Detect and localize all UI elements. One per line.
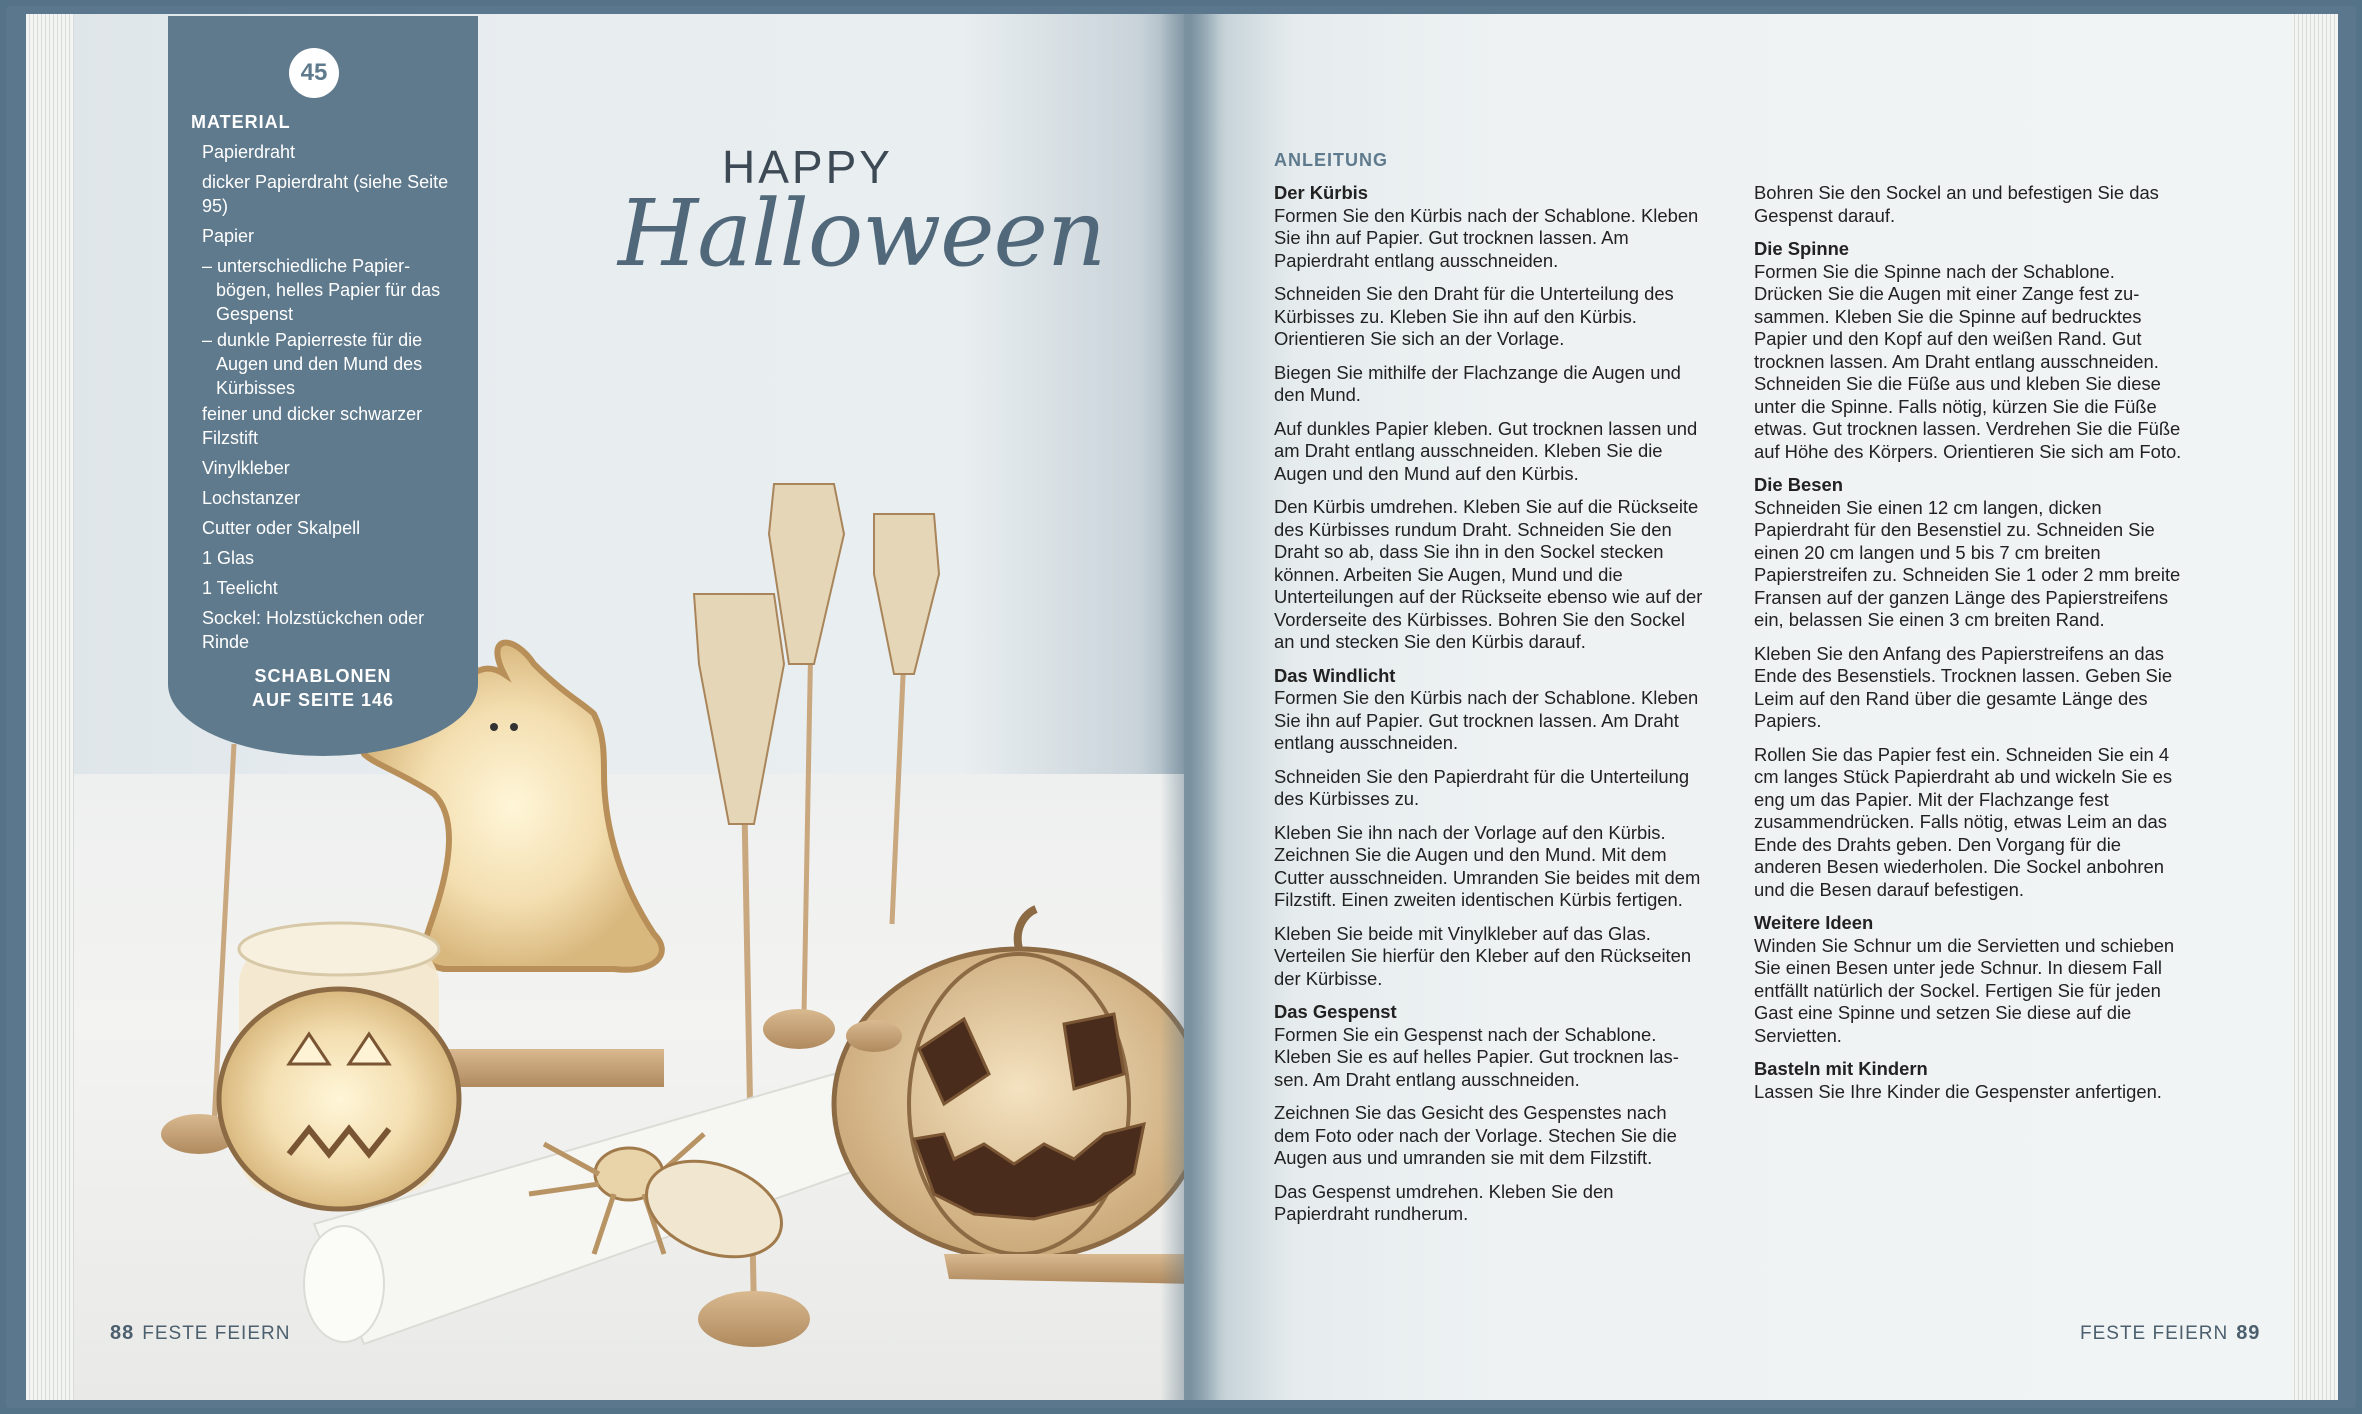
page-number-right: 89: [2236, 1322, 2261, 1344]
paragraph: Schneiden Sie den Draht für die Unterteilung des Kürbisses zu. Kleben Sie ihn auf den Kürbis. Orientieren Sie sich an der Vorlage.: [1274, 283, 1674, 349]
project-number-badge: 45: [289, 48, 339, 98]
material-item: dicker Papierdraht (siehe Seite 95): [202, 172, 449, 216]
instructions-column-1: [1274, 182, 1704, 1237]
paragraph: Kleben Sie ihn nach der Vorlage auf den Kürbis. Zeichnen Sie die Augen und den Mund. Mit dem Cutter ausschneiden. Umranden Sie beides mit dem Filzstift. Einen zweiten identischen Kürbis fertigen.: [1274, 821, 1701, 910]
folio-right: [2080, 1322, 2260, 1345]
paragraph: Winden Sie Schnur um die Servietten und schieben Sie einen Besen unter jede Schnur. In diesem Fall entfällt natürlich der Sockel. Fertigen Sie für jeden Gast eine Spinne und setzen Sie diese auf die Servietten.: [1754, 934, 2175, 1046]
paragraph: Bohren Sie den Sockel an und befestigen Sie das Gespenst darauf.: [1754, 182, 2159, 226]
paragraph: Lassen Sie Ihre Kinder die Gespenster anfertigen.: [1754, 1080, 2162, 1102]
paragraph: Formen Sie ein Gespenst nach der Schablone. Kleben Sie es auf helles Papier. Gut trocknen lassen. Am Draht entlang ausschneiden.: [1274, 1023, 1679, 1090]
material-item: Vinylkleber: [202, 458, 290, 478]
lantern-jar: [219, 923, 459, 1209]
material-item: Lochstanzer: [202, 488, 301, 508]
broom-right: [874, 514, 939, 924]
stick-middle: [846, 1020, 902, 1052]
title-happy: HAPPY: [722, 141, 893, 193]
page-number-left: 88: [110, 1322, 135, 1344]
broom-tall: [763, 484, 844, 1049]
folio-left: [110, 1322, 290, 1345]
paragraph: Biegen Sie mithilfe der Flachzange die Augen und den Mund.: [1274, 361, 1681, 405]
paragraph: Schneiden Sie den Papierdraht für die Unterteilung des Kürbisses zu.: [1274, 765, 1690, 809]
section-title-lantern: Das Windlicht: [1274, 664, 1396, 686]
paragraph: Schneiden Sie einen 12 cm langen, dicken Papierdraht für den Besenstiel zu. Schneiden Sie einen 20 cm langen und 5 bis 7 cm breiten Papierstreifen zu. Schneiden Sie 1 oder 2 mm breite Fransen auf der ganzen Länge des Papierstreifens ein, belassen Sie einen 3 cm breiten Rand.: [1754, 496, 2181, 630]
section-label-right: FESTE FEIERN: [2080, 1323, 2229, 1344]
section-label-left: FESTE FEIERN: [142, 1323, 291, 1344]
templates-page-line: AUF SEITE 146: [251, 690, 395, 710]
section-title-spider: Die Spinne: [1754, 238, 1850, 259]
paragraph: Das Gespenst umdrehen. Kleben Sie den Papierdraht rundherum.: [1274, 1180, 1614, 1224]
section-title-pumpkin: Der Kürbis: [1274, 182, 1369, 203]
material-item: Papierdraht: [202, 142, 296, 162]
material-subitem: – dunkle Papierreste für die Augen und den Mund des Kürbisses: [202, 330, 423, 398]
material-subitem: – unterschiedliche Papierbögen, helles Papier für das Gespenst: [202, 256, 441, 324]
paragraph: Kleben Sie den Anfang des Papierstreifens an das Ende des Besenstiels. Trocknen lassen. Geben Sie Leim auf den Rand über die gesamte Länge des Papiers.: [1754, 642, 2173, 731]
paragraph: Auf dunkles Papier kleben. Gut trocknen lassen und am Draht entlang ausschneiden. Kleben Sie die Augen und den Mund auf den Kürbis.: [1274, 417, 1698, 484]
paragraph: Zeichnen Sie das Gesicht des Gespenstes nach dem Foto oder nach der Vorlage. Stechen Sie die Augen aus und umranden sie mit dem Filzstift.: [1274, 1102, 1677, 1168]
section-title-brooms: Die Besen: [1754, 474, 1843, 495]
paragraph: Den Kürbis umdrehen. Kleben Sie auf die Rückseite des Kürbisses rundum Draht. Schneiden Sie den Draht so ab, dass Sie ihn in den Sockel stecken können. Arbeiten Sie Augen, Mund und die Unterteilungen auf der Rückseite ebenso wie auf der Vorderseite des Kürbisses. Bohren Sie den Sockel an und stecken Sie den Kürbis darauf.: [1274, 496, 1703, 652]
title-halloween: Halloween: [618, 180, 1106, 287]
templates-note: [208, 664, 438, 712]
material-item: Sockel: Holzstückchen oder Rinde: [202, 608, 425, 652]
material-heading: MATERIAL: [191, 112, 291, 132]
material-item: feiner und dicker schwarzer Filzstift: [202, 404, 423, 448]
section-title-kids: Basteln mit Kindern: [1754, 1058, 1928, 1079]
instructions-column-2: [1754, 182, 2184, 1114]
material-item: Papier: [202, 226, 255, 246]
paragraph: Formen Sie den Kürbis nach der Schablone. Kleben Sie ihn auf Papier. Gut trocknen lassen. Am Papierdraht entlang ausschneiden.: [1274, 204, 1699, 271]
section-title-ghost: Das Gespenst: [1274, 1001, 1397, 1022]
page-edges-right: [2290, 14, 2338, 1400]
paragraph: Formen Sie den Kürbis nach der Schablone. Kleben Sie ihn auf Papier. Gut trocknen lassen. Am Draht entlang ausschneiden.: [1274, 687, 1699, 753]
material-list: [202, 140, 452, 660]
book-gutter: [1160, 14, 1220, 1400]
pumpkin-figure: [834, 909, 1184, 1284]
page-edges-left: [26, 14, 76, 1400]
material-item: Cutter oder Skalpell: [202, 518, 361, 538]
material-item: 1 Glas: [202, 548, 255, 568]
paragraph: Kleben Sie beide mit Vinylkleber auf das Glas. Verteilen Sie hierfür den Kleber auf den Rückseiten der Kürbisse.: [1274, 922, 1692, 989]
paragraph: Rollen Sie das Papier fest ein. Schneiden Sie ein 4 cm langes Stück Papierdraht ab und wickeln Sie es eng um das Papier. Mit der Flachzange fest zusammendrücken. Falls nötig, etwas Leim an das Ende des Drahts geben. Den Vorgang für die anderen Besen wiederholen. Die Sockel anbohren und die Besen darauf befestigen.: [1754, 743, 2173, 900]
section-title-more-ideas: Weitere Ideen: [1754, 912, 1874, 933]
instructions-heading: ANLEITUNG: [1274, 150, 1388, 170]
material-item: 1 Teelicht: [202, 578, 278, 598]
templates-line: SCHABLONEN: [254, 666, 392, 686]
paragraph: Formen Sie die Spinne nach der Schablone. Drücken Sie die Augen mit einer Zange fest zusammen. Kleben Sie die Spinne auf bedrucktes Papier und den Kopf auf den weißen Rand. Gut trocknen lassen. Am Draht entlang ausschneiden. Schneiden Sie die Füße aus und kleben Sie diese unter die Spinne. Falls nötig, kürzen Sie die Füße etwas. Gut trocknen lassen. Verdrehen Sie die Füße auf Höhe des Körpers. Orientieren Sie sich am Foto.: [1754, 260, 2182, 462]
